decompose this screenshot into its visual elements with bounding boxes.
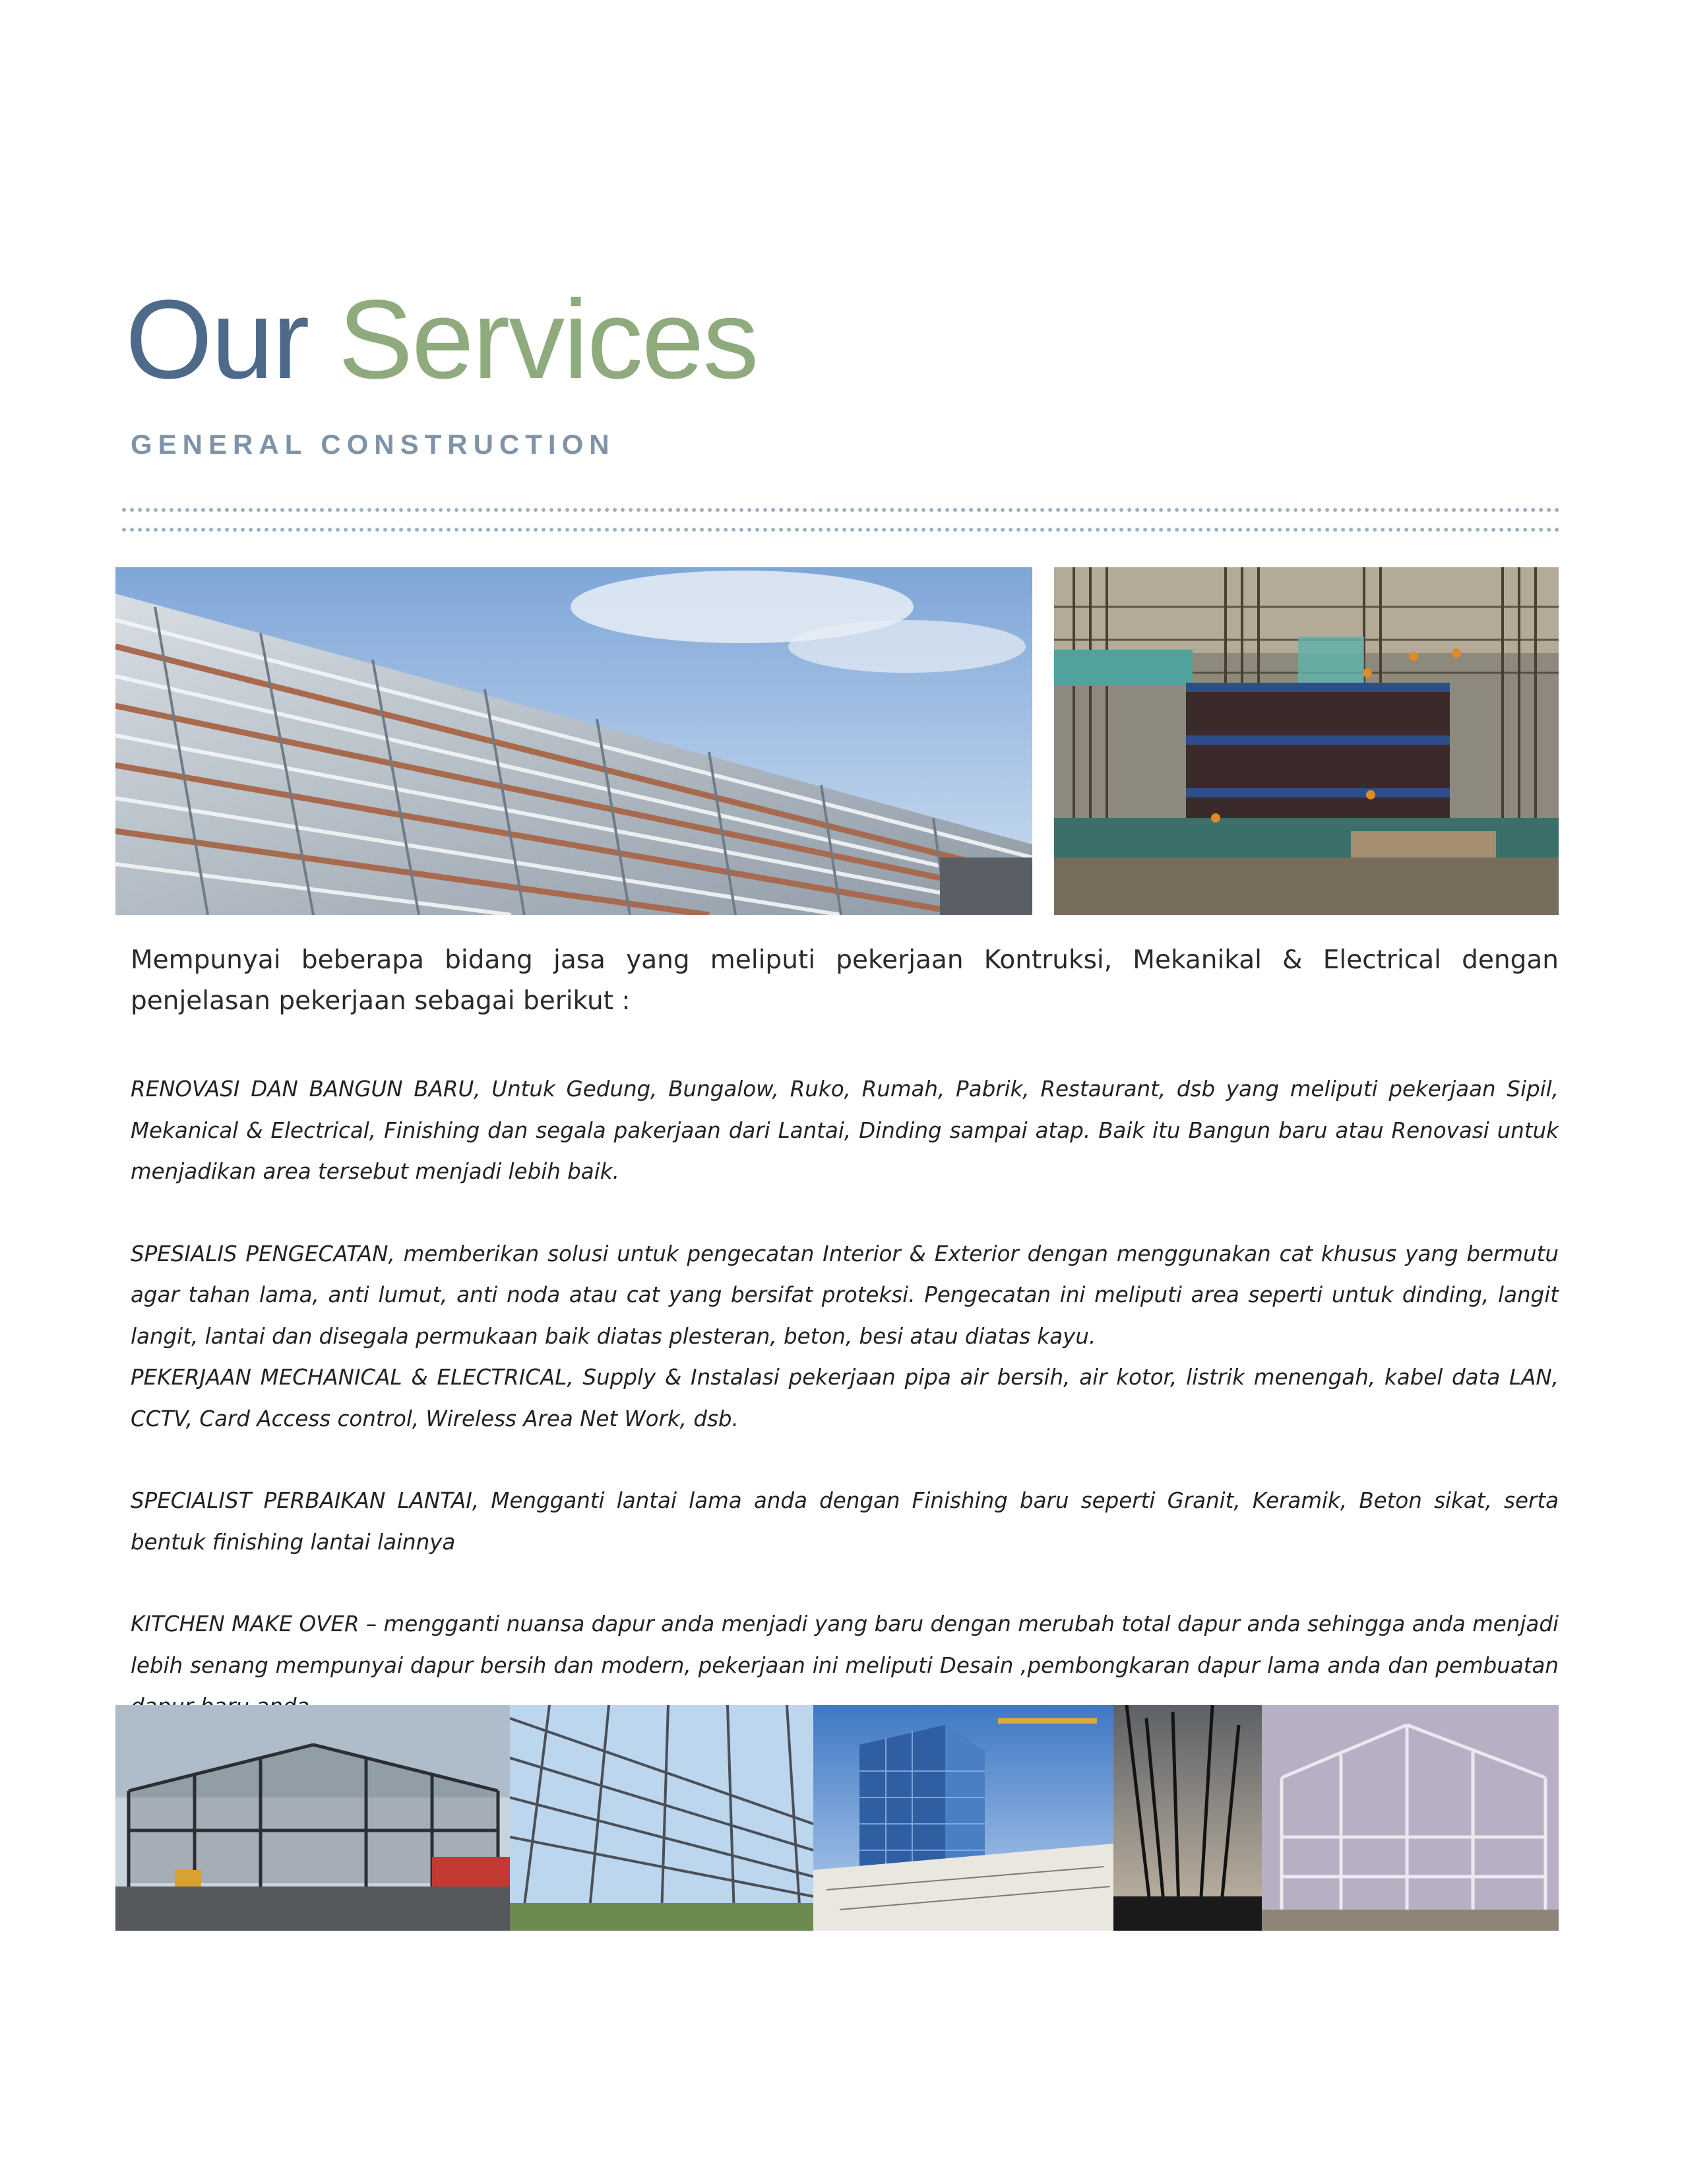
title-word-services: Services — [338, 277, 758, 402]
dotted-divider-bottom — [122, 528, 1560, 532]
service-renovasi: RENOVASI DAN BANGUN BARU, Untuk Gedung, Bungalow, Ruko, Rumah, Pabrik, Restaurant, dsb yang meliputi pekerjaan Sipil, Mekanical & Electrical, Finishing dan segala pakerjaan dari Lantai, Dinding sampai atap. Baik itu Bangun baru atau Renovasi untuk menjadikan area tersebut menjadi lebih baik. — [131, 1076, 1559, 1184]
photo-steel-roof-trusses — [115, 567, 1032, 915]
photo-rebar-construction-site — [1054, 567, 1559, 915]
service-pengecatan: SPESIALIS PENGECATAN, memberikan solusi untuk pengecatan Interior & Exterior dengan menggunakan cat khusus yang bermutu agar tahan lama, anti lumut, anti noda atau cat yang bersifat proteksi. Pengecatan ini meliputi area seperti untuk dinding, langit langit, lantai dan disegala permukaan baik diatas plesteran, beton, besi atau diatas kayu. — [131, 1241, 1559, 1349]
dotted-divider-top — [122, 508, 1560, 512]
page-title — [125, 277, 758, 402]
photo-steel-roof-frame — [510, 1705, 813, 1931]
photo-steel-frame-building — [115, 1705, 510, 1931]
photo-steel-structure-frame — [1262, 1705, 1559, 1931]
service-perbaikan-lantai: SPECIALIST PERBAIKAN LANTAI, Mengganti lantai lama anda dengan Finishing baru seperti Granit, Keramik, Beton sikat, serta bentuk finishing lantai lainnya — [131, 1488, 1559, 1555]
photo-glass-building-blueprint — [813, 1705, 1113, 1931]
intro-paragraph: Mempunyai beberapa bidang jasa yang meliputi pekerjaan Kontruksi, Mekanikal & Electrical dengan penjelasan pekerjaan sebagai berikut : — [131, 945, 1559, 1016]
title-word-our: Our — [125, 277, 309, 402]
service-mechanical-electrical: PEKERJAAN MECHANICAL & ELECTRICAL, Supply & Instalasi pekerjaan pipa air bersih, air kotor, listrik menengah, kabel data LAN, CCTV, Card Access control, Wireless Area Net Work, dsb. — [131, 1365, 1559, 1431]
page-subtitle: GENERAL CONSTRUCTION — [131, 429, 615, 460]
service-kitchen-make-over: KITCHEN MAKE OVER – mengganti nuansa dapur anda menjadi yang baru dengan merubah total dapur anda sehingga anda menjadi lebih senang mempunyai dapur bersih dan modern, pekerjaan ini meliputi Desain ,pembongkaran dapur lama anda dan pembuatan — [131, 1611, 1559, 1678]
photo-rebar-silhouette — [1113, 1705, 1262, 1931]
services-list — [131, 1069, 1559, 1728]
